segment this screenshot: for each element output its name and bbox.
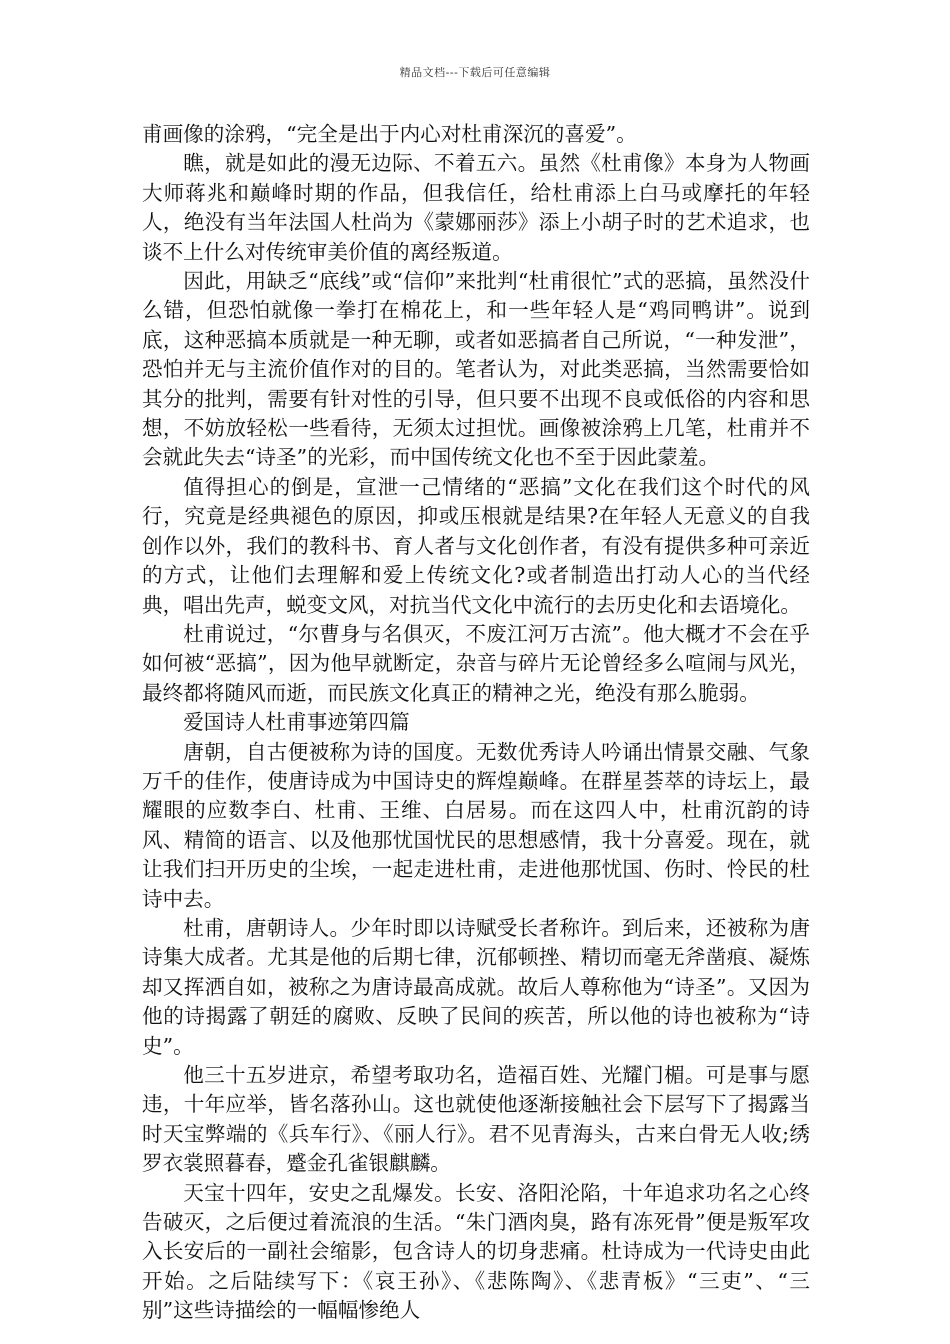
section-title: 爱国诗人杜甫事迹第四篇: [183, 710, 410, 735]
paragraph: 天宝十四年，安史之乱爆发。长安、洛阳沦陷，十年追求功名之心终告破灭，之后便过着流浪的生活。“朱门酒肉臭，路有冻死骨”便是叛军攻入长安后的一副社会缩影，包含诗人的切身悲痛。杜诗成为一代诗史由此开始。之后陆续写下：《哀王孙》、《悲陈陶》、《悲青板》“三吏”、“三别”这些诗描绘的一幅幅惨绝人: [142, 1180, 810, 1323]
page-header: 精品文档---下载后可任意编辑: [399, 66, 551, 79]
paragraph: 他三十五岁进京，希望考取功名，造福百姓、光耀门楣。可是事与愿违，十年应举，皆名落孙山。这也就使他逐渐接触社会下层写下了揭露当时天宝弊端的《兵车行》、《丽人行》。君不见青海头，古来白骨无人收;绣罗衣裳照暮春，蹙金孔雀银麒麟。: [142, 1063, 810, 1176]
paragraph: 值得担心的倒是，宣泄一己情绪的“恶搞”文化在我们这个时代的风行，究竟是经典褪色的原因，抑或压根就是结果?在年轻人无意义的自我创作以外，我们的教科书、育人者与文化创作者，有没有提供多种可亲近的方式，让他们去理解和爱上传统文化?或者制造出打动人心的当代经典，唱出先声，蜕变文风，对抗当代文化中流行的去历史化和去语境化。: [142, 474, 810, 617]
paragraph: 唐朝，自古便被称为诗的国度。无数优秀诗人吟诵出情景交融、气象万千的佳作，使唐诗成为中国诗史的辉煌巅峰。在群星荟萃的诗坛上，最耀眼的应数李白、杜甫、王维、白居易。而在这四人中，杜甫沉韵的诗风、精简的语言、以及他那忧国忧民的思想感情，我十分喜爱。现在，就让我们扫开历史的尘埃，一起走进杜甫，走进他那忧国、伤时、怜民的杜诗中去。: [142, 739, 810, 911]
paragraph-continuation: 甫画像的涂鸦，“完全是出于内心对杜甫深沉的喜爱”。: [142, 122, 637, 146]
paragraph: 杜甫，唐朝诗人。少年时即以诗赋受长者称许。到后来，还被称为唐诗集大成者。尤其是他的后期七律，沉郁顿挫、精切而毫无斧凿痕、凝炼却又挥洒自如，被称之为唐诗最高成就。故后人尊称他为“诗圣”。又因为他的诗揭露了朝廷的腐败、反映了民间的疾苦，所以他的诗也被称为“诗史”。: [142, 915, 810, 1058]
paragraph: 因此，用缺乏“底线”或“信仰”来批判“杜甫很忙”式的恶搞，虽然没什么错，但恐怕就像一拳打在棉花上，和一些年轻人是“鸡同鸭讲”。说到底，这种恶搞本质就是一种无聊，或者如恶搞者自己所说，“一种发泄”，恐怕并无与主流价值作对的目的。笔者认为，对此类恶搞，当然需要恰如其分的批判，需要有针对性的引导，但只要不出现不良或低俗的内容和思想，不妨放轻松一些看待，无须太过担忧。画像被涂鸦上几笔，杜甫并不会就此失去“诗圣”的光彩，而中国传统文化也不至于因此蒙羞。: [142, 269, 810, 470]
document-body: [142, 120, 810, 1326]
paragraph: 杜甫说过，“尔曹身与名俱灭，不废江河万古流”。他大概才不会在乎如何被“恶搞”，因为他早就断定，杂音与碎片无论曾经多么喧闹与风光，最终都将随风而逝，而民族文化真正的精神之光，绝没有那么脆弱。: [142, 621, 810, 705]
paragraph: 瞧，就是如此的漫无边际、不着五六。虽然《杜甫像》本身为人物画大师蒋兆和巅峰时期的作品，但我信任，给杜甫添上白马或摩托的年轻人，绝没有当年法国人杜尚为《蒙娜丽莎》添上小胡子时的艺术追求，也谈不上什么对传统审美价值的离经叛道。: [142, 151, 810, 264]
